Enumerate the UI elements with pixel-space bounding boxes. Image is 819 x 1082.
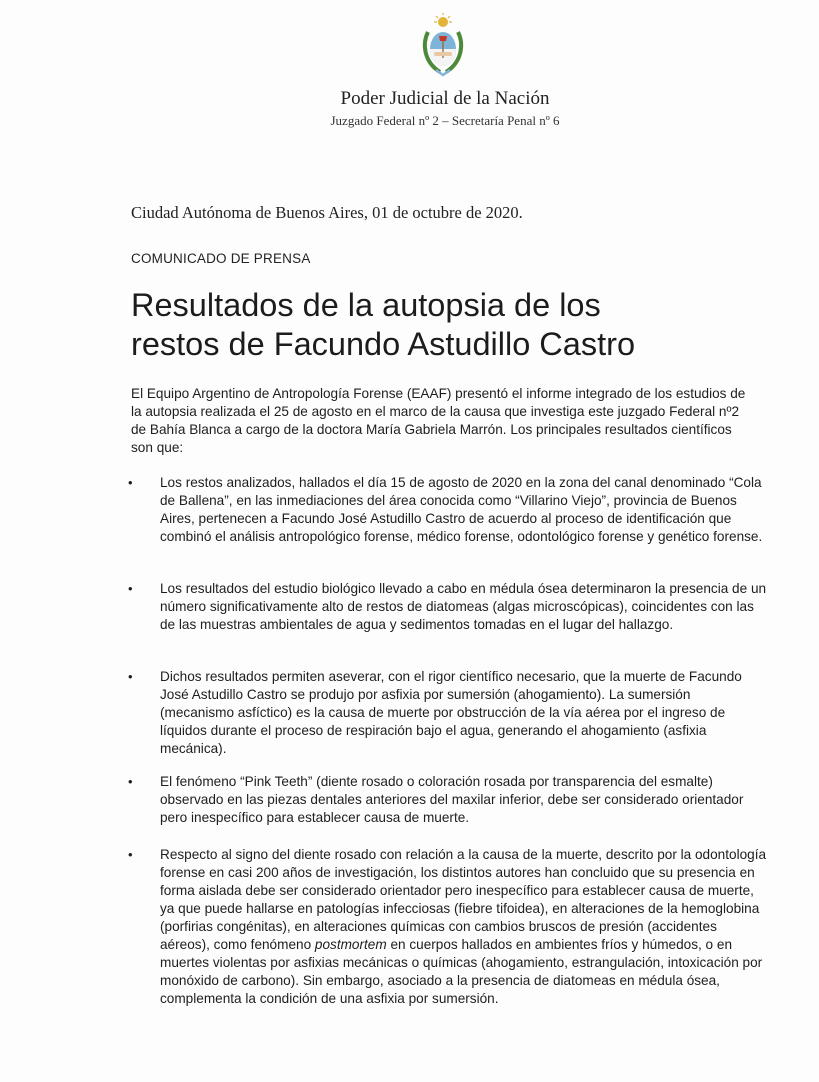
press-release-label: COMUNICADO DE PRENSA — [131, 251, 311, 266]
list-item-text-part: Respecto al signo del diente rosado con relación a la causa de la muerte, descrito por la odontología forense en casi 200 años de investigación, los distintos autores han concluido que su presencia en forma aislada debe ser considerado orientador pero inespecífico para establecer causa de muerte, ya que puede hallarse en patologías infecciosas (fiebre tifoidea), en alteraciones de la hemoglobina (porfirias congénitas), en alteraciones químicas con cambios bruscos de presión (accidentes aéreos), como fenómeno — [160, 847, 767, 952]
intro-paragraph: El Equipo Argentino de Antropología Forense (EAAF) presentó el informe integrado de los estudios de la autopsia realizada el 25 de agosto en el marco de la causa que investiga este juzgado Federal nº2 de Bahía Blanca a cargo de la doctora María Gabriela Marrón. Los principales resultados científicos son que: — [131, 386, 746, 455]
list-item-text: Los resultados del estudio biológico llevado a cabo en médula ósea determinaron la presencia de un número significativamente alto de restos de diatomeas (algas microscópicas), coincidentes con las de las muestras ambientales de agua y sedimentos tomadas en el lugar del hallazgo. — [160, 581, 767, 632]
list-item-text: El fenómeno “Pink Teeth” (diente rosado o coloración rosada por transparencia del esmalte) observado en las piezas dentales anteriores del maxilar inferior, debe ser considerado orientador pero inespecífico para establecer causa de muerte. — [160, 774, 744, 825]
list-item-text — [160, 846, 768, 1008]
list-item — [128, 846, 768, 1008]
headline — [131, 286, 781, 364]
place-date: Ciudad Autónoma de Buenos Aires, 01 de octubre de 2020. — [131, 203, 523, 222]
bullet-icon: • — [128, 847, 133, 862]
argentina-coat-of-arms-icon — [420, 12, 466, 78]
emphasized-term: postmortem — [314, 937, 387, 952]
headline-line-1: Resultados de la autopsia de los — [131, 287, 601, 323]
bullet-icon: • — [128, 774, 133, 789]
bullet-icon: • — [128, 669, 133, 684]
list-item — [128, 474, 768, 546]
list-item — [128, 668, 768, 758]
list-item — [128, 773, 768, 827]
list-item-text: Dichos resultados permiten aseverar, con el rigor científico necesario, que la muerte de Facundo José Astudillo Castro se produjo por asfixia por sumersión (ahogamiento). La sumersión (mecanismo asfíctico) es la causa de muerte por obstrucción de la vía aérea por el ingreso de líquidos durante el proceso de respiración bajo el agua, generando el ahogamiento (asfixia mecánica). — [160, 669, 742, 756]
list-item-text: Los restos analizados, hallados el día 15 de agosto de 2020 en la zona del canal denominado “Cola de Ballena”, en las inmediaciones del área conocida como “Villarino Viejo”, provincia de Buenos Aires, pertenecen a Facundo José Astudillo Castro de acuerdo al proceso de identificación que combinó el análisis antropológico forense, médico forense, odontológico forense y genético forense. — [160, 475, 763, 544]
list-item-text-part: en cuerpos hallados en ambientes fríos y húmedos, o en muertes violentas por asfixias mecánicas o químicas (ahogamiento, estrangulación, intoxicación por monóxido de carbono). Sin embargo, asociado a la presencia de diatomeas en médula ósea, complementa la condición de una asfixia por sumersión. — [160, 937, 763, 1006]
organization-name: Poder Judicial de la Nación — [340, 88, 550, 109]
list-item — [128, 580, 768, 634]
organization-subtitle: Juzgado Federal nº 2 – Secretaría Penal nº 6 — [330, 113, 560, 128]
headline-line-2: restos de Facundo Astudillo Castro — [131, 326, 636, 362]
bullet-icon: • — [128, 581, 133, 596]
bullet-icon: • — [128, 475, 133, 490]
